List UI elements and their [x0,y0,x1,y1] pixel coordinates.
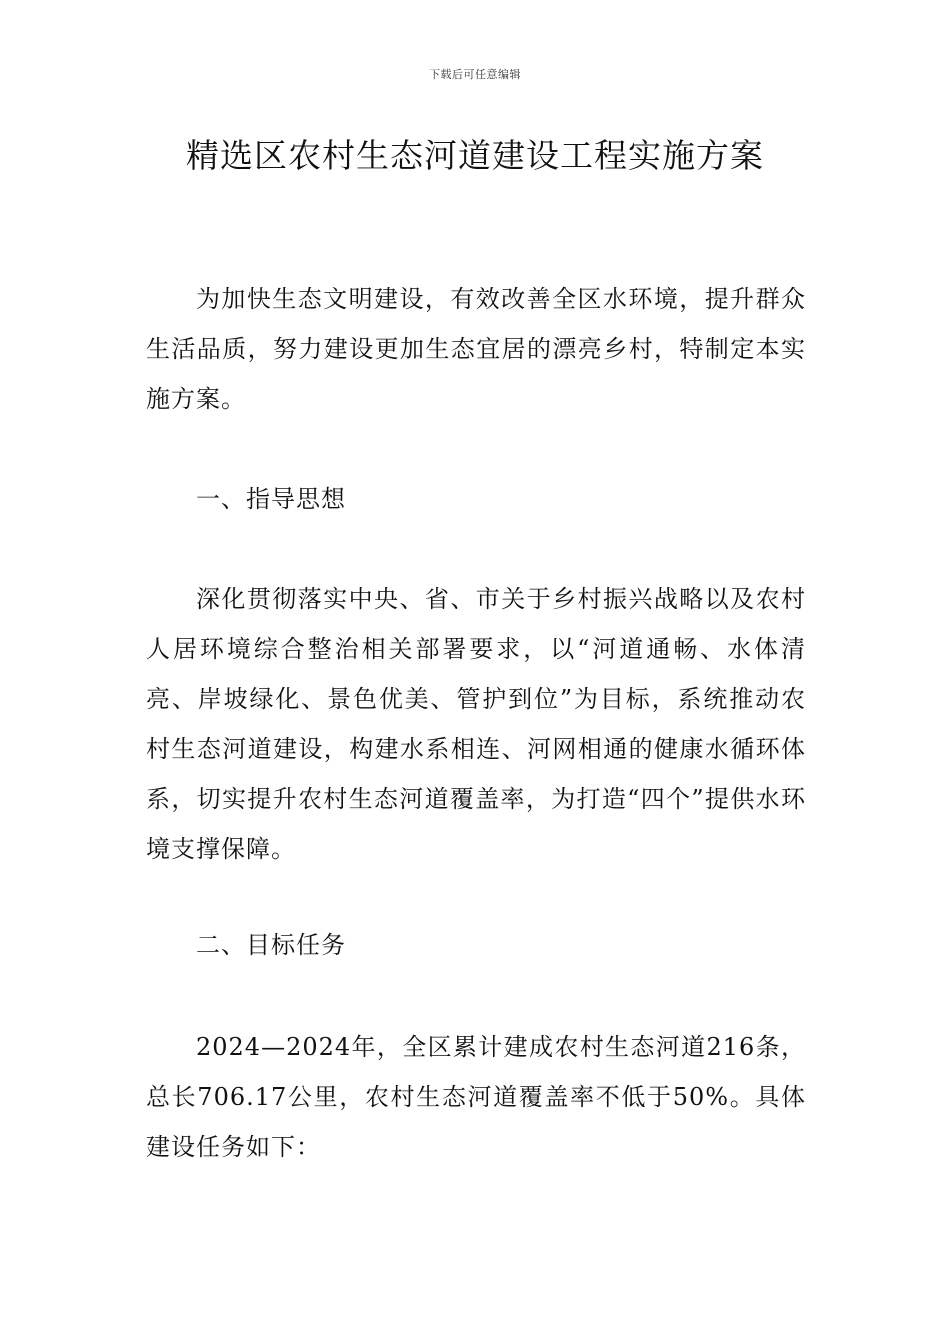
section-heading-guiding-ideology: 一、指导思想 [196,485,346,513]
section-body-guiding-ideology: 深化贯彻落实中央、省、市关于乡村振兴战略以及农村人居环境综合整治相关部署要求，以“河道通畅、水体清亮、岸坡绿化、景色优美、管护到位”为目标，系统推动农村生态河道建设，构建水系相连、河网相通的健康水循环体系，切实提升农村生态河道覆盖率，为打造“四个”提供水环境支撑保障。 [146,585,806,863]
intro-paragraph: 为加快生态文明建设，有效改善全区水环境，提升群众生活品质，努力建设更加生态宜居的漂亮乡村，特制定本实施方案。 [146,285,806,413]
section-body-targets-tasks: 2024—2024年，全区累计建成农村生态河道216条，总长706.17公里，农村生态河道覆盖率不低于50%。具体建设任务如下： [146,1033,806,1161]
section-heading-targets-tasks: 二、目标任务 [196,931,346,959]
header-note: 下载后可任意编辑 [429,68,521,81]
document-title: 精选区农村生态河道建设工程实施方案 [186,136,764,175]
